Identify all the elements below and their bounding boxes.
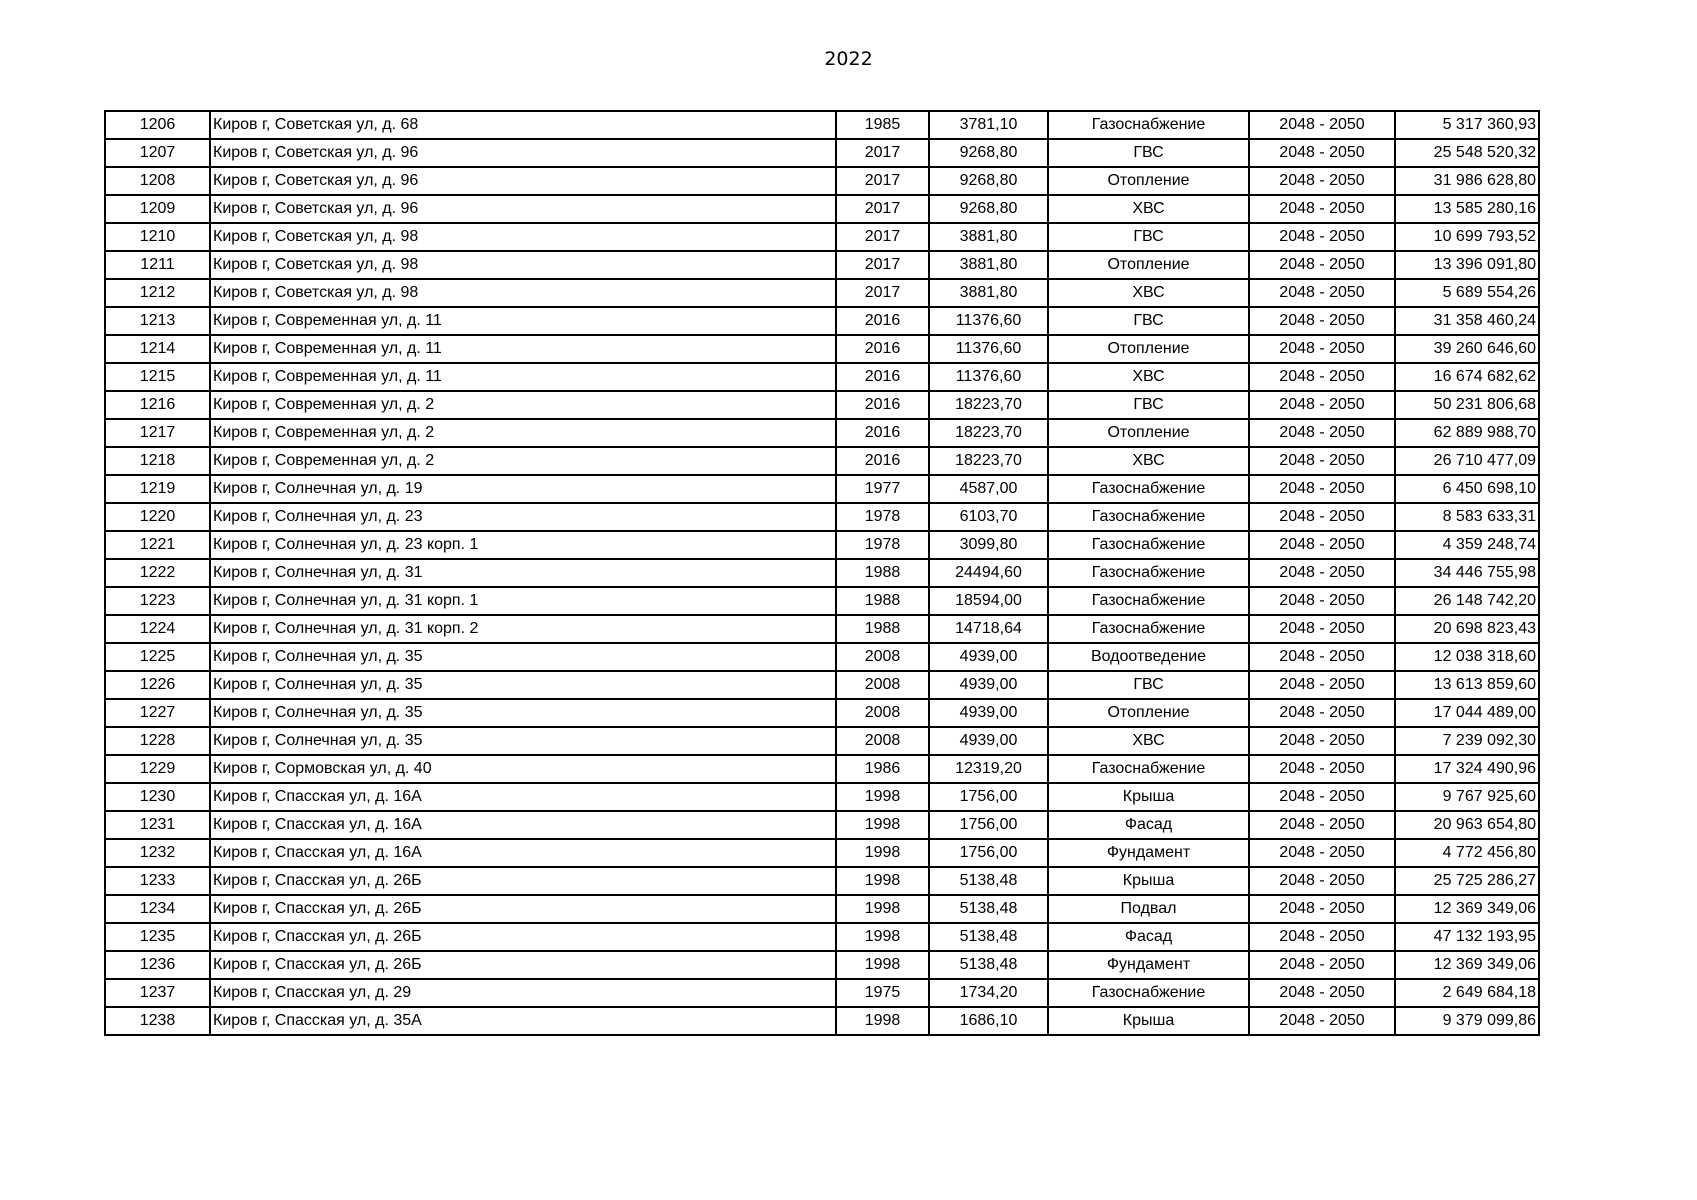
address-cell: Киров г, Современная ул, д. 2 bbox=[210, 391, 836, 419]
period-cell: 2048 - 2050 bbox=[1249, 447, 1395, 475]
work-type-cell: Водоотведение bbox=[1048, 643, 1249, 671]
area-cell: 1734,20 bbox=[929, 979, 1048, 1007]
work-type-cell: Отопление bbox=[1048, 699, 1249, 727]
area-cell: 3099,80 bbox=[929, 531, 1048, 559]
address-cell: Киров г, Спасская ул, д. 16А bbox=[210, 839, 836, 867]
cost-cell: 17 044 489,00 bbox=[1395, 699, 1539, 727]
cost-cell: 7 239 092,30 bbox=[1395, 727, 1539, 755]
period-cell: 2048 - 2050 bbox=[1249, 727, 1395, 755]
table-row bbox=[105, 587, 1539, 615]
row-number-cell: 1223 bbox=[105, 587, 210, 615]
build-year-cell: 2008 bbox=[836, 643, 929, 671]
area-cell: 4587,00 bbox=[929, 475, 1048, 503]
period-cell: 2048 - 2050 bbox=[1249, 643, 1395, 671]
page-header-year: 2022 bbox=[824, 48, 873, 70]
period-cell: 2048 - 2050 bbox=[1249, 615, 1395, 643]
work-type-cell: Газоснабжение bbox=[1048, 587, 1249, 615]
address-cell: Киров г, Современная ул, д. 2 bbox=[210, 419, 836, 447]
build-year-cell: 1986 bbox=[836, 755, 929, 783]
row-number-cell: 1211 bbox=[105, 251, 210, 279]
address-cell: Киров г, Современная ул, д. 11 bbox=[210, 363, 836, 391]
address-cell: Киров г, Солнечная ул, д. 23 bbox=[210, 503, 836, 531]
period-cell: 2048 - 2050 bbox=[1249, 867, 1395, 895]
row-number-cell: 1238 bbox=[105, 1007, 210, 1035]
area-cell: 9268,80 bbox=[929, 167, 1048, 195]
row-number-cell: 1214 bbox=[105, 335, 210, 363]
work-type-cell: ХВС bbox=[1048, 363, 1249, 391]
cost-cell: 9 767 925,60 bbox=[1395, 783, 1539, 811]
cost-cell: 12 038 318,60 bbox=[1395, 643, 1539, 671]
period-cell: 2048 - 2050 bbox=[1249, 195, 1395, 223]
period-cell: 2048 - 2050 bbox=[1249, 139, 1395, 167]
work-type-cell: Отопление bbox=[1048, 419, 1249, 447]
work-type-cell: ГВС bbox=[1048, 671, 1249, 699]
address-cell: Киров г, Солнечная ул, д. 35 bbox=[210, 699, 836, 727]
row-number-cell: 1229 bbox=[105, 755, 210, 783]
cost-cell: 26 148 742,20 bbox=[1395, 587, 1539, 615]
repair-schedule-table bbox=[104, 110, 1540, 1036]
work-type-cell: Фасад bbox=[1048, 923, 1249, 951]
build-year-cell: 2016 bbox=[836, 307, 929, 335]
area-cell: 12319,20 bbox=[929, 755, 1048, 783]
address-cell: Киров г, Советская ул, д. 98 bbox=[210, 223, 836, 251]
cost-cell: 4 359 248,74 bbox=[1395, 531, 1539, 559]
table-row bbox=[105, 167, 1539, 195]
period-cell: 2048 - 2050 bbox=[1249, 671, 1395, 699]
table-row bbox=[105, 895, 1539, 923]
row-number-cell: 1235 bbox=[105, 923, 210, 951]
address-cell: Киров г, Солнечная ул, д. 23 корп. 1 bbox=[210, 531, 836, 559]
cost-cell: 31 358 460,24 bbox=[1395, 307, 1539, 335]
period-cell: 2048 - 2050 bbox=[1249, 783, 1395, 811]
table-row bbox=[105, 671, 1539, 699]
area-cell: 11376,60 bbox=[929, 307, 1048, 335]
table-row bbox=[105, 391, 1539, 419]
build-year-cell: 2008 bbox=[836, 671, 929, 699]
table-row bbox=[105, 867, 1539, 895]
row-number-cell: 1209 bbox=[105, 195, 210, 223]
area-cell: 3881,80 bbox=[929, 223, 1048, 251]
cost-cell: 17 324 490,96 bbox=[1395, 755, 1539, 783]
work-type-cell: Газоснабжение bbox=[1048, 111, 1249, 139]
address-cell: Киров г, Современная ул, д. 11 bbox=[210, 335, 836, 363]
area-cell: 11376,60 bbox=[929, 363, 1048, 391]
area-cell: 3881,80 bbox=[929, 279, 1048, 307]
work-type-cell: Отопление bbox=[1048, 335, 1249, 363]
cost-cell: 25 548 520,32 bbox=[1395, 139, 1539, 167]
build-year-cell: 1998 bbox=[836, 1007, 929, 1035]
address-cell: Киров г, Советская ул, д. 98 bbox=[210, 279, 836, 307]
build-year-cell: 1998 bbox=[836, 783, 929, 811]
build-year-cell: 2008 bbox=[836, 727, 929, 755]
address-cell: Киров г, Современная ул, д. 11 bbox=[210, 307, 836, 335]
row-number-cell: 1208 bbox=[105, 167, 210, 195]
cost-cell: 13 396 091,80 bbox=[1395, 251, 1539, 279]
row-number-cell: 1224 bbox=[105, 615, 210, 643]
period-cell: 2048 - 2050 bbox=[1249, 587, 1395, 615]
table-row bbox=[105, 979, 1539, 1007]
row-number-cell: 1228 bbox=[105, 727, 210, 755]
address-cell: Киров г, Сормовская ул, д. 40 bbox=[210, 755, 836, 783]
build-year-cell: 1998 bbox=[836, 951, 929, 979]
table-row bbox=[105, 615, 1539, 643]
row-number-cell: 1225 bbox=[105, 643, 210, 671]
build-year-cell: 1998 bbox=[836, 923, 929, 951]
area-cell: 5138,48 bbox=[929, 923, 1048, 951]
table-row bbox=[105, 475, 1539, 503]
area-cell: 11376,60 bbox=[929, 335, 1048, 363]
period-cell: 2048 - 2050 bbox=[1249, 839, 1395, 867]
row-number-cell: 1219 bbox=[105, 475, 210, 503]
build-year-cell: 1998 bbox=[836, 811, 929, 839]
table-row bbox=[105, 531, 1539, 559]
period-cell: 2048 - 2050 bbox=[1249, 307, 1395, 335]
build-year-cell: 1975 bbox=[836, 979, 929, 1007]
area-cell: 1686,10 bbox=[929, 1007, 1048, 1035]
address-cell: Киров г, Советская ул, д. 68 bbox=[210, 111, 836, 139]
period-cell: 2048 - 2050 bbox=[1249, 923, 1395, 951]
address-cell: Киров г, Современная ул, д. 2 bbox=[210, 447, 836, 475]
work-type-cell: ГВС bbox=[1048, 139, 1249, 167]
table-row bbox=[105, 1007, 1539, 1035]
period-cell: 2048 - 2050 bbox=[1249, 475, 1395, 503]
table-row bbox=[105, 363, 1539, 391]
address-cell: Киров г, Советская ул, д. 96 bbox=[210, 167, 836, 195]
row-number-cell: 1233 bbox=[105, 867, 210, 895]
table-row bbox=[105, 503, 1539, 531]
cost-cell: 20 698 823,43 bbox=[1395, 615, 1539, 643]
address-cell: Киров г, Солнечная ул, д. 31 корп. 1 bbox=[210, 587, 836, 615]
period-cell: 2048 - 2050 bbox=[1249, 335, 1395, 363]
work-type-cell: Подвал bbox=[1048, 895, 1249, 923]
area-cell: 9268,80 bbox=[929, 139, 1048, 167]
area-cell: 18223,70 bbox=[929, 391, 1048, 419]
table-row bbox=[105, 111, 1539, 139]
build-year-cell: 2016 bbox=[836, 419, 929, 447]
area-cell: 1756,00 bbox=[929, 811, 1048, 839]
work-type-cell: Отопление bbox=[1048, 167, 1249, 195]
cost-cell: 13 585 280,16 bbox=[1395, 195, 1539, 223]
row-number-cell: 1217 bbox=[105, 419, 210, 447]
row-number-cell: 1218 bbox=[105, 447, 210, 475]
build-year-cell: 2017 bbox=[836, 195, 929, 223]
build-year-cell: 1988 bbox=[836, 615, 929, 643]
period-cell: 2048 - 2050 bbox=[1249, 223, 1395, 251]
period-cell: 2048 - 2050 bbox=[1249, 279, 1395, 307]
row-number-cell: 1212 bbox=[105, 279, 210, 307]
area-cell: 5138,48 bbox=[929, 867, 1048, 895]
build-year-cell: 2017 bbox=[836, 279, 929, 307]
work-type-cell: Фасад bbox=[1048, 811, 1249, 839]
build-year-cell: 2016 bbox=[836, 335, 929, 363]
area-cell: 18594,00 bbox=[929, 587, 1048, 615]
table-row bbox=[105, 643, 1539, 671]
build-year-cell: 1978 bbox=[836, 531, 929, 559]
area-cell: 24494,60 bbox=[929, 559, 1048, 587]
period-cell: 2048 - 2050 bbox=[1249, 111, 1395, 139]
table-row bbox=[105, 923, 1539, 951]
cost-cell: 12 369 349,06 bbox=[1395, 951, 1539, 979]
table-body bbox=[105, 111, 1539, 1035]
table-row bbox=[105, 951, 1539, 979]
cost-cell: 5 689 554,26 bbox=[1395, 279, 1539, 307]
cost-cell: 25 725 286,27 bbox=[1395, 867, 1539, 895]
period-cell: 2048 - 2050 bbox=[1249, 363, 1395, 391]
period-cell: 2048 - 2050 bbox=[1249, 503, 1395, 531]
cost-cell: 26 710 477,09 bbox=[1395, 447, 1539, 475]
work-type-cell: Отопление bbox=[1048, 251, 1249, 279]
row-number-cell: 1232 bbox=[105, 839, 210, 867]
work-type-cell: Газоснабжение bbox=[1048, 979, 1249, 1007]
row-number-cell: 1216 bbox=[105, 391, 210, 419]
build-year-cell: 2008 bbox=[836, 699, 929, 727]
build-year-cell: 2017 bbox=[836, 251, 929, 279]
table-row bbox=[105, 251, 1539, 279]
period-cell: 2048 - 2050 bbox=[1249, 391, 1395, 419]
work-type-cell: ХВС bbox=[1048, 195, 1249, 223]
work-type-cell: ГВС bbox=[1048, 307, 1249, 335]
table-row bbox=[105, 335, 1539, 363]
row-number-cell: 1227 bbox=[105, 699, 210, 727]
address-cell: Киров г, Спасская ул, д. 35А bbox=[210, 1007, 836, 1035]
address-cell: Киров г, Солнечная ул, д. 31 корп. 2 bbox=[210, 615, 836, 643]
table-row bbox=[105, 839, 1539, 867]
build-year-cell: 1998 bbox=[836, 839, 929, 867]
build-year-cell: 1998 bbox=[836, 895, 929, 923]
cost-cell: 50 231 806,68 bbox=[1395, 391, 1539, 419]
cost-cell: 4 772 456,80 bbox=[1395, 839, 1539, 867]
work-type-cell: ХВС bbox=[1048, 279, 1249, 307]
row-number-cell: 1231 bbox=[105, 811, 210, 839]
area-cell: 4939,00 bbox=[929, 727, 1048, 755]
row-number-cell: 1226 bbox=[105, 671, 210, 699]
table-row bbox=[105, 699, 1539, 727]
address-cell: Киров г, Спасская ул, д. 29 bbox=[210, 979, 836, 1007]
table-row bbox=[105, 307, 1539, 335]
period-cell: 2048 - 2050 bbox=[1249, 419, 1395, 447]
row-number-cell: 1206 bbox=[105, 111, 210, 139]
work-type-cell: Газоснабжение bbox=[1048, 503, 1249, 531]
build-year-cell: 2017 bbox=[836, 223, 929, 251]
cost-cell: 34 446 755,98 bbox=[1395, 559, 1539, 587]
cost-cell: 31 986 628,80 bbox=[1395, 167, 1539, 195]
work-type-cell: Газоснабжение bbox=[1048, 475, 1249, 503]
work-type-cell: Газоснабжение bbox=[1048, 615, 1249, 643]
row-number-cell: 1230 bbox=[105, 783, 210, 811]
cost-cell: 62 889 988,70 bbox=[1395, 419, 1539, 447]
row-number-cell: 1215 bbox=[105, 363, 210, 391]
cost-cell: 12 369 349,06 bbox=[1395, 895, 1539, 923]
cost-cell: 9 379 099,86 bbox=[1395, 1007, 1539, 1035]
table-row bbox=[105, 223, 1539, 251]
address-cell: Киров г, Спасская ул, д. 26Б bbox=[210, 867, 836, 895]
address-cell: Киров г, Солнечная ул, д. 19 bbox=[210, 475, 836, 503]
address-cell: Киров г, Советская ул, д. 98 bbox=[210, 251, 836, 279]
work-type-cell: Фундамент bbox=[1048, 839, 1249, 867]
table-row bbox=[105, 783, 1539, 811]
row-number-cell: 1237 bbox=[105, 979, 210, 1007]
period-cell: 2048 - 2050 bbox=[1249, 699, 1395, 727]
work-type-cell: Газоснабжение bbox=[1048, 559, 1249, 587]
address-cell: Киров г, Спасская ул, д. 16А bbox=[210, 783, 836, 811]
area-cell: 18223,70 bbox=[929, 447, 1048, 475]
row-number-cell: 1221 bbox=[105, 531, 210, 559]
work-type-cell: Газоснабжение bbox=[1048, 755, 1249, 783]
table-row bbox=[105, 279, 1539, 307]
area-cell: 5138,48 bbox=[929, 895, 1048, 923]
cost-cell: 6 450 698,10 bbox=[1395, 475, 1539, 503]
period-cell: 2048 - 2050 bbox=[1249, 951, 1395, 979]
address-cell: Киров г, Советская ул, д. 96 bbox=[210, 195, 836, 223]
area-cell: 5138,48 bbox=[929, 951, 1048, 979]
work-type-cell: ГВС bbox=[1048, 391, 1249, 419]
cost-cell: 39 260 646,60 bbox=[1395, 335, 1539, 363]
area-cell: 4939,00 bbox=[929, 643, 1048, 671]
cost-cell: 13 613 859,60 bbox=[1395, 671, 1539, 699]
table-row bbox=[105, 195, 1539, 223]
period-cell: 2048 - 2050 bbox=[1249, 167, 1395, 195]
period-cell: 2048 - 2050 bbox=[1249, 1007, 1395, 1035]
table-row bbox=[105, 727, 1539, 755]
area-cell: 4939,00 bbox=[929, 699, 1048, 727]
area-cell: 9268,80 bbox=[929, 195, 1048, 223]
build-year-cell: 2017 bbox=[836, 167, 929, 195]
period-cell: 2048 - 2050 bbox=[1249, 531, 1395, 559]
build-year-cell: 1988 bbox=[836, 559, 929, 587]
build-year-cell: 1977 bbox=[836, 475, 929, 503]
cost-cell: 2 649 684,18 bbox=[1395, 979, 1539, 1007]
cost-cell: 8 583 633,31 bbox=[1395, 503, 1539, 531]
address-cell: Киров г, Солнечная ул, д. 31 bbox=[210, 559, 836, 587]
row-number-cell: 1220 bbox=[105, 503, 210, 531]
address-cell: Киров г, Спасская ул, д. 26Б bbox=[210, 923, 836, 951]
area-cell: 6103,70 bbox=[929, 503, 1048, 531]
area-cell: 3781,10 bbox=[929, 111, 1048, 139]
row-number-cell: 1210 bbox=[105, 223, 210, 251]
build-year-cell: 1998 bbox=[836, 867, 929, 895]
work-type-cell: Крыша bbox=[1048, 867, 1249, 895]
table-row bbox=[105, 811, 1539, 839]
build-year-cell: 1978 bbox=[836, 503, 929, 531]
table-row bbox=[105, 447, 1539, 475]
period-cell: 2048 - 2050 bbox=[1249, 251, 1395, 279]
build-year-cell: 2016 bbox=[836, 391, 929, 419]
area-cell: 1756,00 bbox=[929, 839, 1048, 867]
row-number-cell: 1207 bbox=[105, 139, 210, 167]
period-cell: 2048 - 2050 bbox=[1249, 979, 1395, 1007]
address-cell: Киров г, Солнечная ул, д. 35 bbox=[210, 643, 836, 671]
table-row bbox=[105, 755, 1539, 783]
table-row bbox=[105, 559, 1539, 587]
area-cell: 3881,80 bbox=[929, 251, 1048, 279]
address-cell: Киров г, Советская ул, д. 96 bbox=[210, 139, 836, 167]
address-cell: Киров г, Спасская ул, д. 16А bbox=[210, 811, 836, 839]
build-year-cell: 2016 bbox=[836, 447, 929, 475]
build-year-cell: 2016 bbox=[836, 363, 929, 391]
work-type-cell: Фундамент bbox=[1048, 951, 1249, 979]
cost-cell: 5 317 360,93 bbox=[1395, 111, 1539, 139]
table-row bbox=[105, 419, 1539, 447]
period-cell: 2048 - 2050 bbox=[1249, 755, 1395, 783]
row-number-cell: 1236 bbox=[105, 951, 210, 979]
period-cell: 2048 - 2050 bbox=[1249, 559, 1395, 587]
area-cell: 1756,00 bbox=[929, 783, 1048, 811]
cost-cell: 10 699 793,52 bbox=[1395, 223, 1539, 251]
address-cell: Киров г, Солнечная ул, д. 35 bbox=[210, 671, 836, 699]
work-type-cell: ХВС bbox=[1048, 447, 1249, 475]
work-type-cell: Газоснабжение bbox=[1048, 531, 1249, 559]
address-cell: Киров г, Спасская ул, д. 26Б bbox=[210, 895, 836, 923]
period-cell: 2048 - 2050 bbox=[1249, 811, 1395, 839]
work-type-cell: Крыша bbox=[1048, 1007, 1249, 1035]
row-number-cell: 1222 bbox=[105, 559, 210, 587]
cost-cell: 47 132 193,95 bbox=[1395, 923, 1539, 951]
address-cell: Киров г, Солнечная ул, д. 35 bbox=[210, 727, 836, 755]
cost-cell: 20 963 654,80 bbox=[1395, 811, 1539, 839]
area-cell: 4939,00 bbox=[929, 671, 1048, 699]
build-year-cell: 1988 bbox=[836, 587, 929, 615]
row-number-cell: 1213 bbox=[105, 307, 210, 335]
row-number-cell: 1234 bbox=[105, 895, 210, 923]
cost-cell: 16 674 682,62 bbox=[1395, 363, 1539, 391]
build-year-cell: 2017 bbox=[836, 139, 929, 167]
area-cell: 18223,70 bbox=[929, 419, 1048, 447]
table-row bbox=[105, 139, 1539, 167]
build-year-cell: 1985 bbox=[836, 111, 929, 139]
work-type-cell: ХВС bbox=[1048, 727, 1249, 755]
address-cell: Киров г, Спасская ул, д. 26Б bbox=[210, 951, 836, 979]
work-type-cell: ГВС bbox=[1048, 223, 1249, 251]
work-type-cell: Крыша bbox=[1048, 783, 1249, 811]
area-cell: 14718,64 bbox=[929, 615, 1048, 643]
period-cell: 2048 - 2050 bbox=[1249, 895, 1395, 923]
